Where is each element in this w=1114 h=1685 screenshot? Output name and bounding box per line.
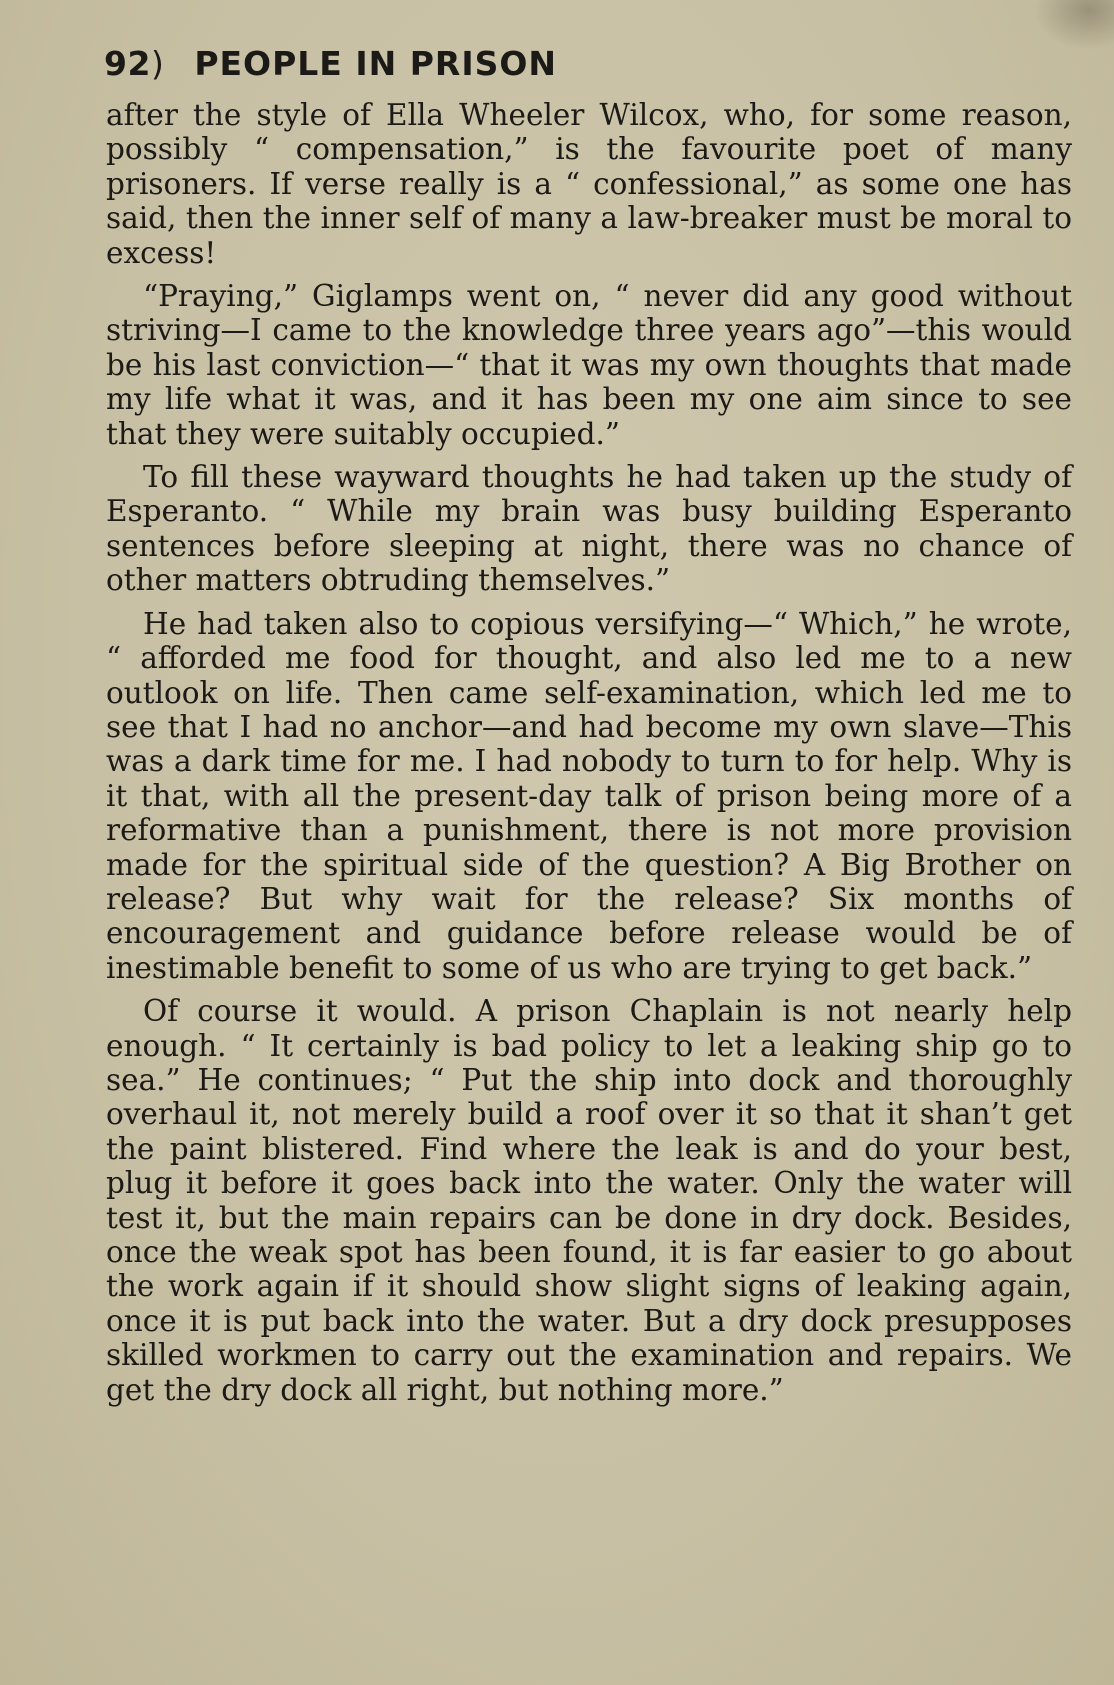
paragraph-5: Of course it would. A prison Chaplain is not nearly help enough. “ It certainly is bad policy to let a leaking ship go to sea.” He continues; “ Put the ship into dock and thoroughly overhaul it, not merely build a roof over it so that it shan’t get the paint blistered. Find where the leak is and do your best, plug it before it goes back into the water. Only the water will test it, but the main repairs can be done in dry dock. Besides, once the weak spot has been found, it is far easier to go about the work again if it should show slight signs of leaking again, once it is put back into the water. But a dry dock presupposes skilled workmen to carry out the examination and repairs. We get the dry dock all right, but nothing more.” (106, 994, 1072, 1407)
body-text (106, 98, 1072, 1416)
page-number: 92 (104, 43, 151, 83)
paragraph-4: He had taken also to copious versifying—“ Which,” he wrote, “ afforded me food for thought, and also led me to a new outlook on life. Then came self-examination, which led me to see that I had no anchor—and had become my own slave—This was a dark time for me. I had nobody to turn to for help. Why is it that, with all the present-day talk of prison being more of a reformative than a punishment, there is not more provision made for the spiritual side of the question? A Big Brother on release? But why wait for the release? Six months of encouragement and guidance before release would be of inestimable benefit to some of us who are trying to get back.” (106, 606, 1072, 985)
running-header (104, 38, 557, 88)
running-title: PEOPLE IN PRISON (194, 43, 558, 83)
header-paren: ) (150, 43, 165, 83)
paragraph-2: “Praying,” Giglamps went on, “ never did any good without striving—I came to the knowledge three years ago”—this would be his last conviction—“ that it was my own thoughts that made my life what it was, and it has been my one aim since to see that they were suitably occupied.” (106, 279, 1072, 451)
page-corner-shadow (1034, 0, 1114, 50)
paragraph-1: after the style of Ella Wheeler Wilcox, who, for some reason, possibly “ compensation,” is the favourite poet of many prisoners. If verse really is a “ confessional,” as some one has said, then the inner self of many a law-breaker must be moral to excess! (106, 98, 1072, 270)
paragraph-3: To fill these wayward thoughts he had taken up the study of Esperanto. “ While my brain was busy building Esperanto sentences before sleeping at night, there was no chance of other matters obtruding themselves.” (106, 460, 1072, 598)
